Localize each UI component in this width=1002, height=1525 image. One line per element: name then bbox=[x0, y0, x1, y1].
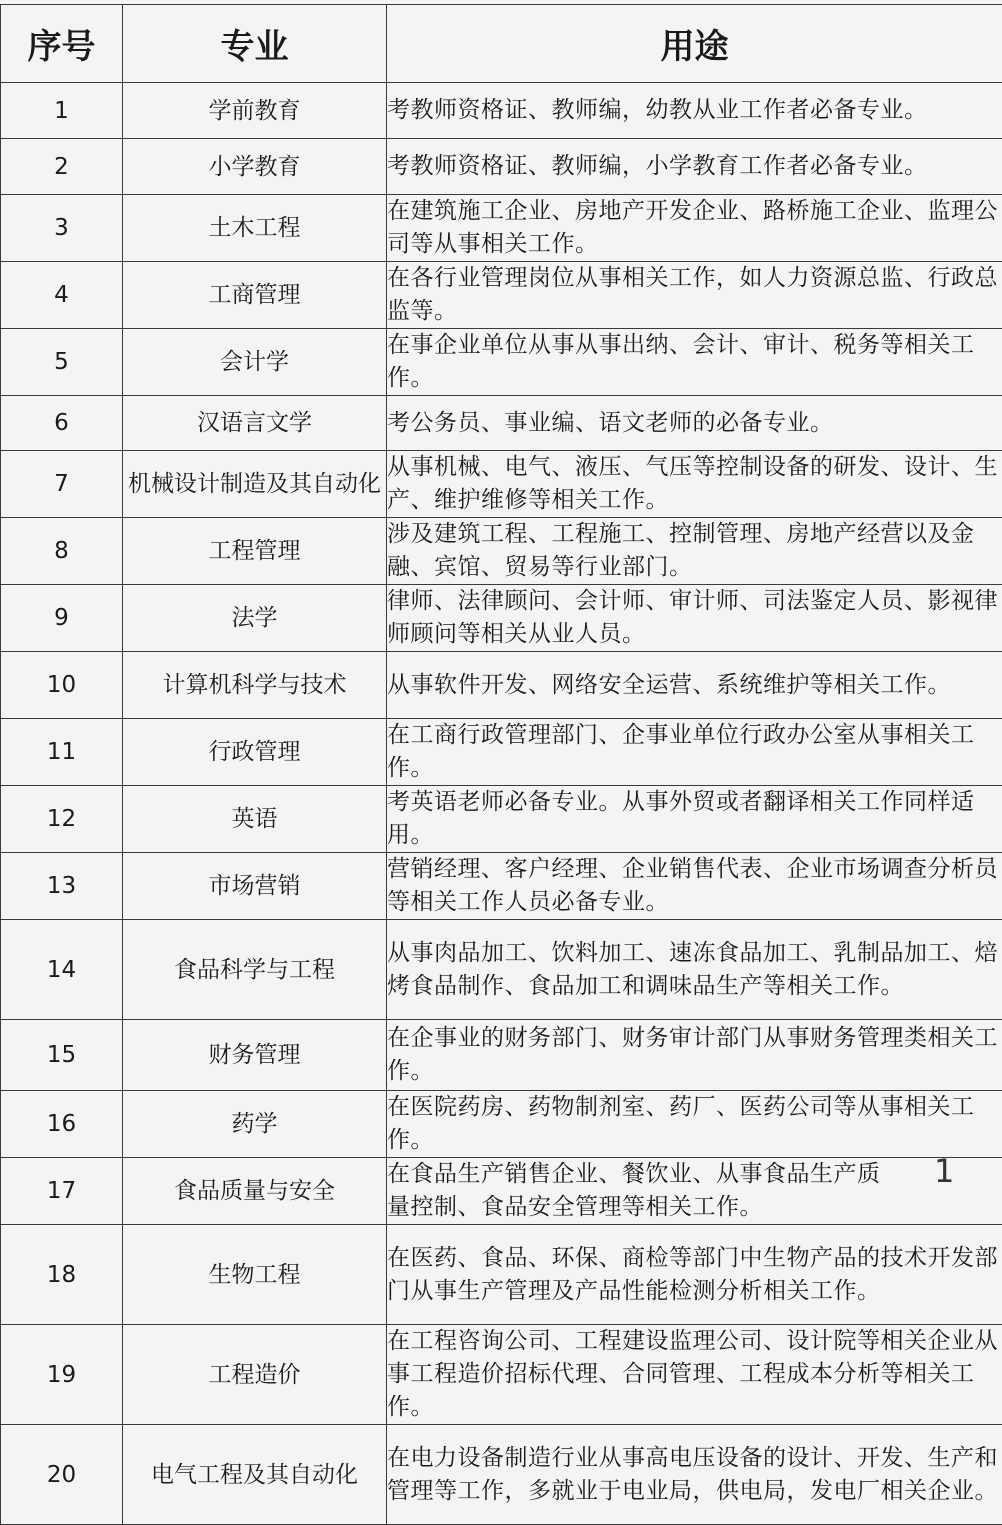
row-usage: 考教师资格证、教师编，小学教育工作者必备专业。 bbox=[387, 139, 1002, 195]
majors-table bbox=[0, 4, 1002, 1525]
table-row bbox=[1, 853, 1002, 920]
header-usage: 用途 bbox=[387, 5, 1002, 83]
row-major: 土木工程 bbox=[123, 195, 387, 262]
row-index: 8 bbox=[1, 518, 123, 585]
row-index: 10 bbox=[1, 652, 123, 719]
table-row bbox=[1, 1325, 1002, 1425]
table-row bbox=[1, 786, 1002, 853]
row-index: 4 bbox=[1, 262, 123, 329]
row-usage: 在工商行政管理部门、企事业单位行政办公室从事相关工作。 bbox=[387, 719, 1002, 786]
row-index: 20 bbox=[1, 1425, 123, 1525]
header-index: 序号 bbox=[1, 5, 123, 83]
row-major: 药学 bbox=[123, 1091, 387, 1158]
page-number-mark: 1 bbox=[934, 1152, 954, 1190]
row-major: 食品质量与安全 bbox=[123, 1158, 387, 1225]
row-usage: 在医药、食品、环保、商检等部门中生物产品的技术开发部门从事生产管理及产品性能检测分析相关工作。 bbox=[387, 1225, 1002, 1325]
row-index: 18 bbox=[1, 1225, 123, 1325]
row-index: 15 bbox=[1, 1020, 123, 1091]
row-major: 工程管理 bbox=[123, 518, 387, 585]
row-index: 7 bbox=[1, 451, 123, 518]
row-major: 英语 bbox=[123, 786, 387, 853]
row-index: 19 bbox=[1, 1325, 123, 1425]
row-usage: 涉及建筑工程、工程施工、控制管理、房地产经营以及金融、宾馆、贸易等行业部门。 bbox=[387, 518, 1002, 585]
row-major: 电气工程及其自动化 bbox=[123, 1425, 387, 1525]
row-index: 3 bbox=[1, 195, 123, 262]
table-row bbox=[1, 585, 1002, 652]
table-row bbox=[1, 329, 1002, 396]
row-usage: 从事软件开发、网络安全运营、系统维护等相关工作。 bbox=[387, 652, 1002, 719]
row-major: 行政管理 bbox=[123, 719, 387, 786]
header-major: 专业 bbox=[123, 5, 387, 83]
row-index: 13 bbox=[1, 853, 123, 920]
table-row bbox=[1, 1158, 1002, 1225]
row-usage: 在工程咨询公司、工程建设监理公司、设计院等相关企业从事工程造价招标代理、合同管理、工程成本分析等相关工作。 bbox=[387, 1325, 1002, 1425]
row-usage: 在医院药房、药物制剂室、药厂、医药公司等从事相关工作。 bbox=[387, 1091, 1002, 1158]
row-usage: 在事企业单位从事从事出纳、会计、审计、税务等相关工作。 bbox=[387, 329, 1002, 396]
table-row bbox=[1, 652, 1002, 719]
row-major: 市场营销 bbox=[123, 853, 387, 920]
row-usage: 在各行业管理岗位从事相关工作，如人力资源总监、行政总监等。 bbox=[387, 262, 1002, 329]
row-usage: 考英语老师必备专业。从事外贸或者翻译相关工作同样适用。 bbox=[387, 786, 1002, 853]
row-index: 11 bbox=[1, 719, 123, 786]
row-major: 会计学 bbox=[123, 329, 387, 396]
row-index: 16 bbox=[1, 1091, 123, 1158]
row-major: 食品科学与工程 bbox=[123, 920, 387, 1020]
row-usage: 从事肉品加工、饮料加工、速冻食品加工、乳制品加工、焙烤食品制作、食品加工和调味品生产等相关工作。 bbox=[387, 920, 1002, 1020]
row-index: 17 bbox=[1, 1158, 123, 1225]
row-major: 小学教育 bbox=[123, 139, 387, 195]
row-usage: 考公务员、事业编、语文老师的必备专业。 bbox=[387, 396, 1002, 451]
row-usage: 在企事业的财务部门、财务审计部门从事财务管理类相关工作。 bbox=[387, 1020, 1002, 1091]
row-index: 5 bbox=[1, 329, 123, 396]
table-row bbox=[1, 262, 1002, 329]
table-row bbox=[1, 195, 1002, 262]
table-row bbox=[1, 1091, 1002, 1158]
row-major: 汉语言文学 bbox=[123, 396, 387, 451]
row-index: 14 bbox=[1, 920, 123, 1020]
row-major: 财务管理 bbox=[123, 1020, 387, 1091]
row-index: 12 bbox=[1, 786, 123, 853]
row-major: 工程造价 bbox=[123, 1325, 387, 1425]
table-row bbox=[1, 396, 1002, 451]
row-usage: 在食品生产销售企业、餐饮业、从事食品生产质量控制、食品安全管理等相关工作。 bbox=[387, 1158, 1002, 1225]
table-row bbox=[1, 518, 1002, 585]
row-usage: 在电力设备制造行业从事高电压设备的设计、开发、生产和管理等工作，多就业于电业局，供电局，发电厂相关企业。 bbox=[387, 1425, 1002, 1525]
row-index: 6 bbox=[1, 396, 123, 451]
row-usage: 从事机械、电气、液压、气压等控制设备的研发、设计、生产、维护维修等相关工作。 bbox=[387, 451, 1002, 518]
row-index: 1 bbox=[1, 83, 123, 139]
table-row bbox=[1, 139, 1002, 195]
row-usage: 律师、法律顾问、会计师、审计师、司法鉴定人员、影视律师顾问等相关从业人员。 bbox=[387, 585, 1002, 652]
table-row bbox=[1, 1020, 1002, 1091]
row-major: 计算机科学与技术 bbox=[123, 652, 387, 719]
table-row bbox=[1, 719, 1002, 786]
row-usage: 考教师资格证、教师编，幼教从业工作者必备专业。 bbox=[387, 83, 1002, 139]
table-row bbox=[1, 451, 1002, 518]
table-row bbox=[1, 83, 1002, 139]
row-major: 生物工程 bbox=[123, 1225, 387, 1325]
row-usage: 营销经理、客户经理、企业销售代表、企业市场调查分析员等相关工作人员必备专业。 bbox=[387, 853, 1002, 920]
table-row bbox=[1, 920, 1002, 1020]
table-row bbox=[1, 1225, 1002, 1325]
table-row bbox=[1, 1425, 1002, 1525]
row-major: 法学 bbox=[123, 585, 387, 652]
header-row bbox=[1, 5, 1002, 83]
row-major: 工商管理 bbox=[123, 262, 387, 329]
row-index: 9 bbox=[1, 585, 123, 652]
row-major: 学前教育 bbox=[123, 83, 387, 139]
row-major: 机械设计制造及其自动化 bbox=[123, 451, 387, 518]
row-usage: 在建筑施工企业、房地产开发企业、路桥施工企业、监理公司等从事相关工作。 bbox=[387, 195, 1002, 262]
row-index: 2 bbox=[1, 139, 123, 195]
